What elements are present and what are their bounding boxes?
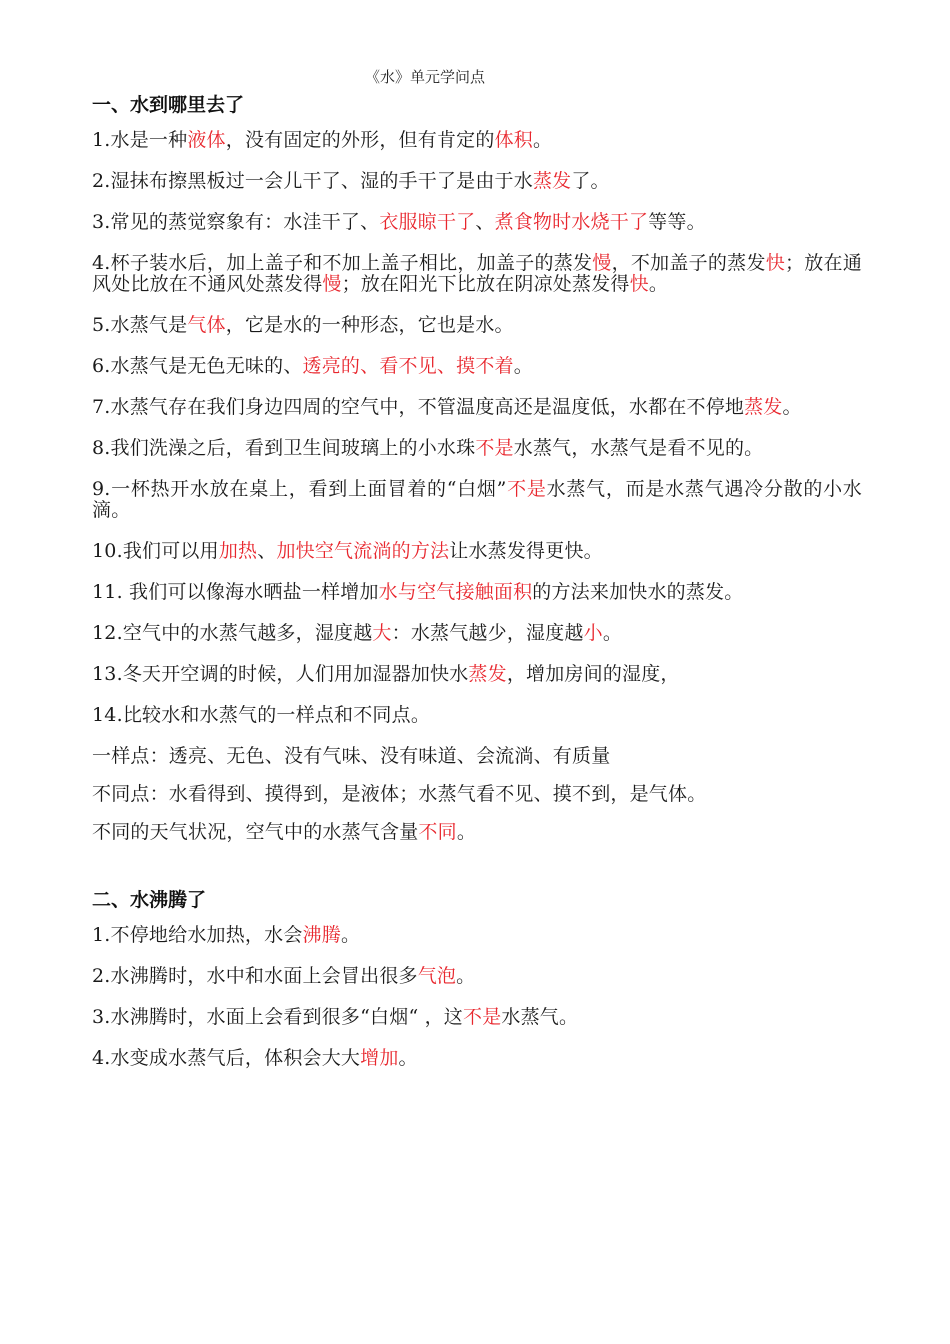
list-item [92, 784, 862, 805]
text-run: 。 [340, 924, 361, 946]
highlighted-answer: 快 [629, 273, 649, 295]
highlighted-answer: 液体 [187, 129, 226, 151]
list-item [92, 253, 862, 295]
text-run: 1.水是一种 [92, 129, 188, 151]
section-items [92, 130, 862, 843]
text-run: 2.水沸腾时，水中和水面上会冒出很多 [92, 965, 418, 987]
highlighted-answer: 蒸发 [532, 170, 572, 192]
highlighted-answer: 不同 [418, 821, 457, 843]
highlighted-answer: 加热 [218, 540, 258, 562]
text-run: 。 [532, 129, 553, 151]
highlighted-answer: 透亮的、看不见、摸不着 [302, 355, 514, 377]
text-run: 不同的天气状况，空气中的水蒸气含量 [92, 821, 419, 843]
list-item [92, 212, 862, 233]
text-run: 4.杯子装水后，加上盖子和不加上盖子相比，加盖子的蒸发 [92, 252, 593, 274]
text-run: 。 [513, 355, 533, 377]
text-run: 14.比较水和水蒸气的一样点和不同点。 [92, 704, 431, 726]
highlighted-answer: 不是 [506, 478, 547, 500]
highlighted-answer: 蒸发 [744, 396, 783, 418]
highlighted-answer: 水与空气接触面积 [378, 581, 533, 603]
section-items [92, 925, 862, 1069]
list-item [92, 315, 862, 336]
highlighted-answer: 大 [372, 622, 392, 644]
text-run: 2.湿抹布擦黑板过一会儿干了、湿的手干了是由于水 [92, 170, 533, 192]
list-item [92, 171, 862, 192]
highlighted-answer: 气体 [187, 314, 226, 336]
text-run: 11. 我们可以像海水晒盐一样增加 [92, 581, 379, 603]
highlighted-answer: 加快空气流淌的方法 [276, 540, 450, 562]
list-item [92, 130, 862, 151]
list-item [92, 1007, 862, 1028]
list-item [92, 356, 862, 377]
list-item [92, 1048, 862, 1069]
section-2 [92, 887, 862, 1069]
list-item [92, 623, 862, 644]
text-run: 。 [456, 821, 477, 843]
list-item [92, 822, 862, 843]
text-run: 。 [398, 1047, 418, 1069]
highlighted-answer: 沸腾 [302, 924, 341, 946]
document-body [92, 92, 862, 1089]
list-item [92, 966, 862, 987]
highlighted-answer: 慢 [592, 252, 612, 274]
text-run: 13.冬天开空调的时候，人们用加湿器加快水 [92, 663, 469, 685]
highlighted-answer: 小 [583, 622, 603, 644]
text-run: 了。 [571, 170, 610, 192]
highlighted-answer: 蒸发 [468, 663, 507, 685]
text-run: 、 [257, 540, 277, 562]
list-item [92, 397, 862, 418]
list-item [92, 582, 862, 603]
text-run: 7.水蒸气存在我们身边四周的空气中，不管温度高还是温度低，水都在不停地 [92, 396, 745, 418]
highlighted-answer: 快 [765, 252, 786, 274]
section-1 [92, 92, 862, 843]
highlighted-answer: 煮食物时水烧干了 [494, 211, 649, 233]
text-run: 水蒸气，而是水蒸气遇冷分散的小水滴。 [92, 478, 863, 521]
text-run: ，没有固定的外形，但有肯定的 [225, 129, 495, 151]
text-run: 不同点：水看得到、摸得到，是液体；水蒸气看不见、摸不到，是气体。 [92, 783, 707, 805]
text-run: ，不加盖子的蒸发 [611, 252, 766, 274]
highlighted-answer: 不是 [475, 437, 514, 459]
list-item [92, 438, 862, 459]
list-item [92, 479, 862, 521]
highlighted-answer: 增加 [360, 1047, 399, 1069]
text-run: 1.不停地给水加热，水会 [92, 924, 303, 946]
text-run: 水蒸气。 [501, 1006, 579, 1028]
text-run: 9.一杯热开水放在桌上，看到上面冒着的“白烟” [92, 478, 507, 500]
text-run: 6.水蒸气是无色无味的、 [92, 355, 303, 377]
text-run: ；放在通风处比放在不通风处蒸发得 [92, 252, 863, 295]
highlighted-answer: 体积 [494, 129, 533, 151]
list-item [92, 705, 862, 726]
text-run: 3.水沸腾时，水面上会看到很多“白烟“ ，这 [92, 1006, 463, 1028]
text-run: 5.水蒸气是 [92, 314, 188, 336]
section-title: 一、水到哪里去了 [92, 94, 245, 116]
highlighted-answer: 不是 [463, 1006, 502, 1028]
text-run: 水蒸气，水蒸气是看不见的。 [513, 437, 764, 459]
text-run: 。 [602, 622, 623, 644]
list-item [92, 664, 862, 685]
text-run: 3.常见的蒸觉察象有：水洼干了、 [92, 211, 380, 233]
text-run: 12.空气中的水蒸气越多，湿度越 [92, 622, 373, 644]
text-run: 。 [782, 396, 802, 418]
text-run: 等等。 [648, 211, 706, 233]
highlighted-answer: 衣服晾干了 [379, 211, 476, 233]
section-title: 二、水沸腾了 [92, 889, 207, 911]
text-run: ，增加房间的湿度， [506, 663, 680, 685]
text-run: 的方法来加快水的蒸发。 [532, 581, 744, 603]
text-run: 、 [475, 211, 495, 233]
text-run: 10.我们可以用 [92, 540, 219, 562]
text-run: ；放在阳光下比放在阴凉处蒸发得 [341, 273, 630, 295]
text-run: 一样点：透亮、无色、没有气味、没有味道、会流淌、有质量 [92, 745, 611, 767]
list-item [92, 925, 862, 946]
text-run: ：水蒸气越少，湿度越 [391, 622, 584, 644]
list-item [92, 746, 862, 767]
text-run: ，它是水的一种形态，它也是水。 [225, 314, 514, 336]
list-item [92, 541, 862, 562]
highlighted-answer: 气泡 [417, 965, 457, 987]
highlighted-answer: 慢 [322, 273, 342, 295]
text-run: 让水蒸发得更快。 [449, 540, 603, 562]
text-run: 8.我们洗澡之后，看到卫生间玻璃上的小水珠 [92, 437, 476, 459]
text-run: 。 [456, 965, 476, 987]
text-run: 。 [648, 273, 669, 295]
page-header: 《水》单元学问点 [364, 68, 485, 86]
text-run: 4.水变成水蒸气后，体积会大大 [92, 1047, 361, 1069]
